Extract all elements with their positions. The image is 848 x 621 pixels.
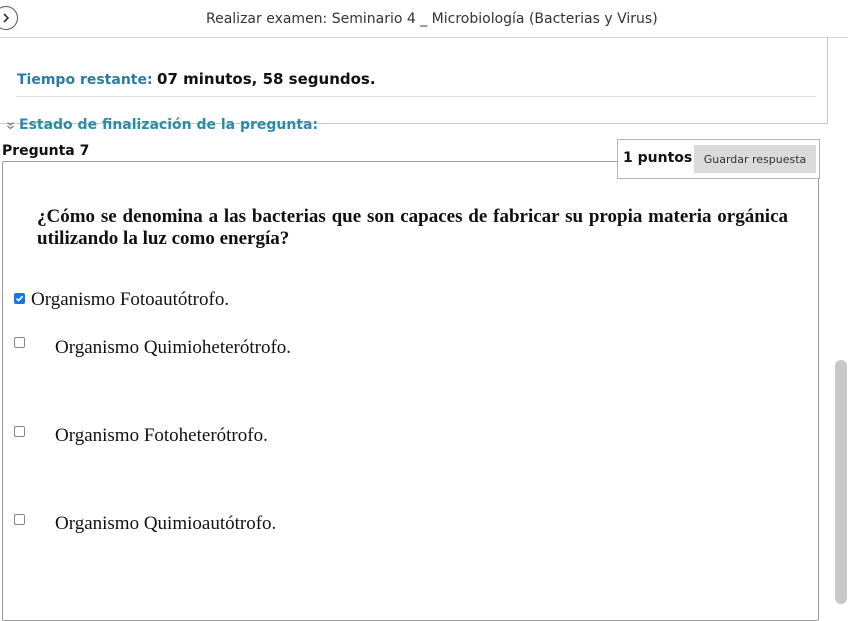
question-status-toggle[interactable]	[6, 117, 318, 133]
question-number: Pregunta 7	[2, 143, 90, 159]
checkmark-icon	[15, 294, 24, 303]
question-status-label: Estado de finalización de la pregunta:	[19, 117, 319, 133]
option-label[interactable]: Organismo Fotoheterótrofo.	[55, 425, 268, 446]
chevron-right-icon	[0, 12, 12, 24]
quiz-info-panel	[0, 38, 828, 133]
time-remaining-label: Tiempo restante:	[17, 72, 153, 88]
option-label[interactable]: Organismo Fotoautótrofo.	[31, 289, 230, 310]
option-checkbox[interactable]	[14, 514, 25, 525]
time-remaining-value: 07 minutos, 58 segundos.	[157, 70, 376, 88]
time-remaining	[17, 70, 376, 88]
nav-toggle-button[interactable]	[0, 6, 18, 30]
save-answer-button[interactable]: Guardar respuesta	[694, 145, 816, 173]
window-title: Realizar examen: Seminario 4 _ Microbiología (Bacterias y Virus)	[206, 11, 658, 27]
option-label[interactable]: Organismo Quimioheterótrofo.	[55, 337, 292, 358]
question-points-box	[617, 139, 820, 179]
question-text: ¿Cómo se denomina a las bacterias que son capaces de fabricar su propia materia orgánica utilizando la luz como energía?	[37, 206, 788, 249]
option-checkbox[interactable]	[14, 293, 25, 304]
scrollbar-thumb[interactable]	[835, 360, 847, 604]
option-checkbox[interactable]	[14, 426, 25, 437]
question-points: 1 puntos	[623, 150, 693, 166]
title-bar	[0, 0, 848, 38]
option-label[interactable]: Organismo Quimioautótrofo.	[55, 513, 277, 534]
option-checkbox[interactable]	[14, 337, 25, 348]
divider	[16, 96, 816, 97]
double-chevron-down-icon	[6, 121, 15, 130]
